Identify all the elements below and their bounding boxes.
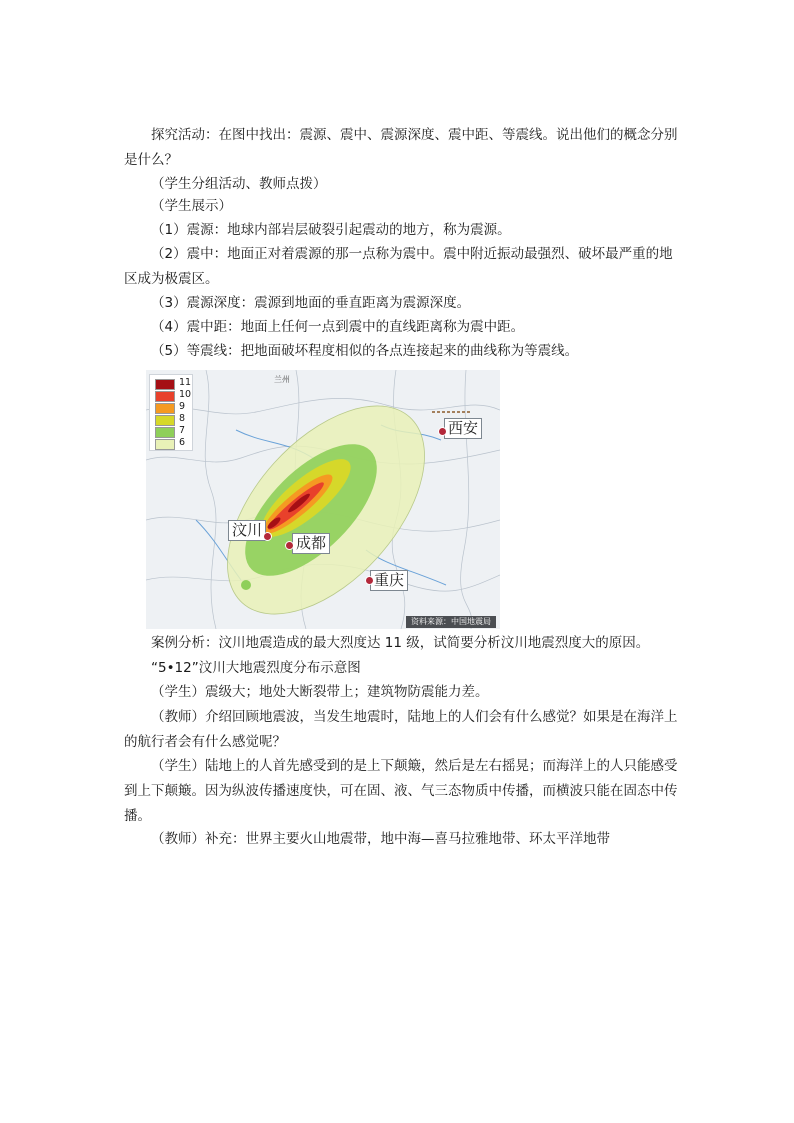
definition-epicenter: （2）震中：地面正对着震源的那一点称为震中。震中附近振动最强烈、破坏最严重的地区成为极震区。 (124, 246, 673, 287)
legend-swatch (155, 415, 175, 426)
city-marker-xian (438, 427, 447, 436)
legend-item (153, 403, 191, 413)
map-source-note: 资料来源：中国地震局 (406, 616, 496, 628)
city-marker-chongqing (365, 576, 374, 585)
legend-label: 6 (179, 437, 186, 448)
paragraph-student-display: （学生展示） (151, 198, 232, 214)
legend-swatch (155, 379, 175, 390)
student-answer: （学生）震级大；地处大断裂带上；建筑物防震能力差。 (151, 684, 489, 700)
city-label-wenchuan: 汶川 (228, 520, 266, 541)
legend-swatch (155, 403, 175, 414)
intensity-map-graphic (146, 370, 500, 629)
map-place-label: 兰州 (274, 375, 290, 384)
definition-focal-depth: （3）震源深度：震源到地面的垂直距离为震源深度。 (151, 295, 471, 311)
legend-swatch (155, 427, 175, 438)
legend-item (153, 391, 191, 401)
legend-swatch (155, 439, 175, 450)
teacher-supplement: （教师）补充：世界主要火山地震带，地中海—喜马拉雅地带、环太平洋地带 (151, 831, 610, 847)
legend-item (153, 439, 191, 449)
intensity-legend (149, 374, 193, 451)
city-label-chengdu: 成都 (292, 533, 330, 554)
student-explanation: （学生）陆地上的人首先感受到的是上下颠簸，然后是左右摇晃；而海洋上的人只能感受到上下颠簸。因为纵波传播速度快，可在固、液、气三态物质中传播，而横波只能在固态中传播。 (124, 758, 678, 824)
definition-epicentral-distance: （4）震中距：地面上任何一点到震中的直线距离称为震中距。 (151, 319, 525, 335)
map-caption: “5•12”汶川大地震烈度分布示意图 (151, 660, 361, 676)
legend-item (153, 427, 191, 437)
legend-label: 9 (179, 401, 186, 412)
teacher-question: （教师）介绍回顾地震波，当发生地震时，陆地上的人们会有什么感觉？如果是在海洋上的航行者会有什么感觉呢？ (124, 709, 678, 750)
legend-label: 8 (179, 413, 186, 424)
legend-item (153, 415, 191, 425)
city-marker-chengdu (285, 541, 294, 550)
legend-swatch (155, 391, 175, 402)
city-marker-wenchuan (263, 532, 272, 541)
definition-focus: （1）震源：地球内部岩层破裂引起震动的地方，称为震源。 (151, 222, 511, 238)
paragraph-group-activity: （学生分组活动、教师点拨） (151, 176, 327, 192)
legend-item (153, 379, 191, 389)
definition-isoseismal: （5）等震线：把地面破坏程度相似的各点连接起来的曲线称为等震线。 (151, 343, 579, 359)
legend-label: 11 (179, 377, 192, 388)
city-label-chongqing: 重庆 (370, 570, 408, 591)
case-analysis: 案例分析：汶川地震造成的最大烈度达 11 级，试简要分析汶川地震烈度大的原因。 (151, 635, 650, 651)
legend-label: 10 (179, 389, 192, 400)
intensity-map (146, 370, 500, 629)
legend-label: 7 (179, 425, 186, 436)
city-label-xian: 西安 (444, 418, 482, 439)
activity-question: 探究活动：在图中找出：震源、震中、震源深度、震中距、等震线。说出他们的概念分别是什么？ (124, 127, 678, 168)
